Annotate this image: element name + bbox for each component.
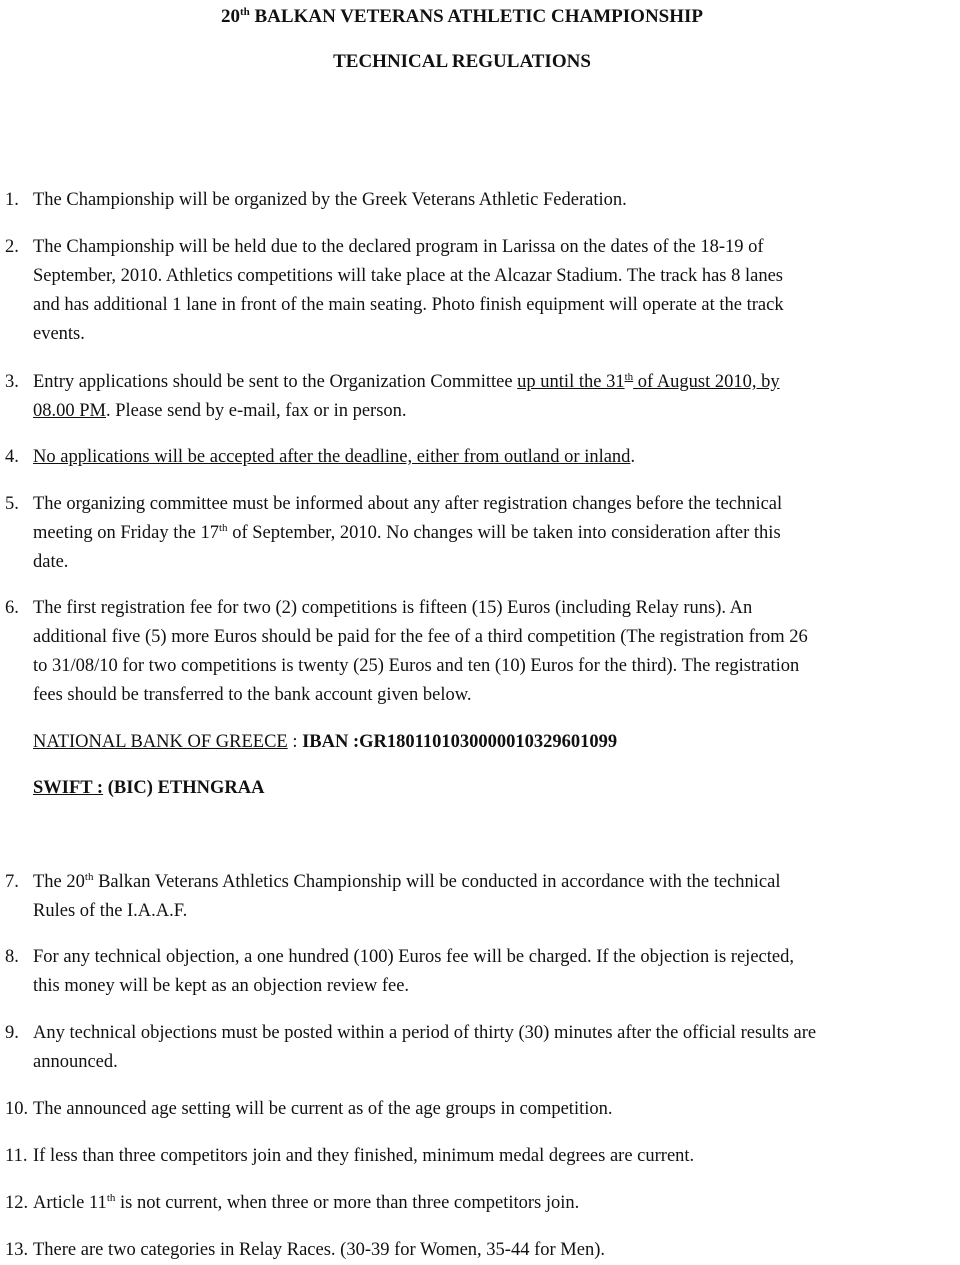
regulation-item-2: 2. The Championship will be held due to the declared program in Larissa on the dates of the 18-19 of September, 2010. Athletics competitions will take place at the Alcazar Stadium. The track has 8 lanes and has additional 1 lane in front of the main seating. Photo finish equipment will operate at the track events. (5, 237, 784, 344)
iban: IBAN :GR1801101030000010329601099 (302, 732, 618, 752)
regulation-item-6: 6. The first registration fee for two (2) competitions is fifteen (15) Euros (including Relay runs). An additional five (5) more Euros should be paid for the fee of a third competition (The registration from 26 to 31/08/10 for two competitions is twenty (25) Euros and ten (10) Euros for the third). The registration fees should be transferred to the bank account given below. (5, 598, 808, 705)
regulation-item-3: 3. Entry applications should be sent to the Organization Committee up until the 31th of August 2010, by 08.00 PM. Please send by e-mail, fax or in person. (5, 371, 780, 421)
swift-line: SWIFT : (BIC) ETHNGRAA (33, 778, 265, 798)
regulation-item-10: 10. The announced age setting will be current as of the age groups in competition. (5, 1099, 613, 1119)
bank-name: NATIONAL BANK OF GREECE (33, 732, 288, 752)
document-title: 20th BALKAN VETERANS ATHLETIC CHAMPIONSHIP (220, 6, 704, 27)
regulation-item-9: 9. Any technical objections must be posted within a period of thirty (30) minutes after the official results are announced. (5, 1023, 817, 1072)
regulation-item-7: 7. The 20th Balkan Veterans Athletics Championship will be conducted in accordance with the technical Rules of the I.A.A.F. (5, 871, 781, 921)
regulation-item-5: 5. The organizing committee must be informed about any after registration changes before the technical meeting on Friday the 17th of September, 2010. No changes will be taken into consideration after this date. (5, 494, 783, 572)
swift-code: (BIC) ETHNGRAA (103, 778, 265, 798)
regulation-item-1: 1. The Championship will be organized by the Greek Veterans Athletic Federation. (5, 190, 627, 210)
document-subtitle: TECHNICAL REGULATIONS (333, 51, 591, 72)
regulation-item-12: 12. Article 11th is not current, when three or more than three competitors join. (5, 1192, 580, 1213)
regulation-item-11: 11. If less than three competitors join and they finished, minimum medal degrees are current. (5, 1146, 695, 1166)
regulation-item-4: 4. No applications will be accepted after the deadline, either from outland or inland. (5, 447, 636, 467)
regulation-item-8: 8. For any technical objection, a one hundred (100) Euros fee will be charged. If the objection is rejected, this money will be kept as an objection review fee. (5, 947, 794, 996)
regulation-item-13: 13. There are two categories in Relay Races. (30-39 for Women, 35-44 for Men). (5, 1240, 605, 1260)
bank-account-line: NATIONAL BANK OF GREECE : IBAN :GR1801101030000010329601099 (33, 732, 618, 752)
